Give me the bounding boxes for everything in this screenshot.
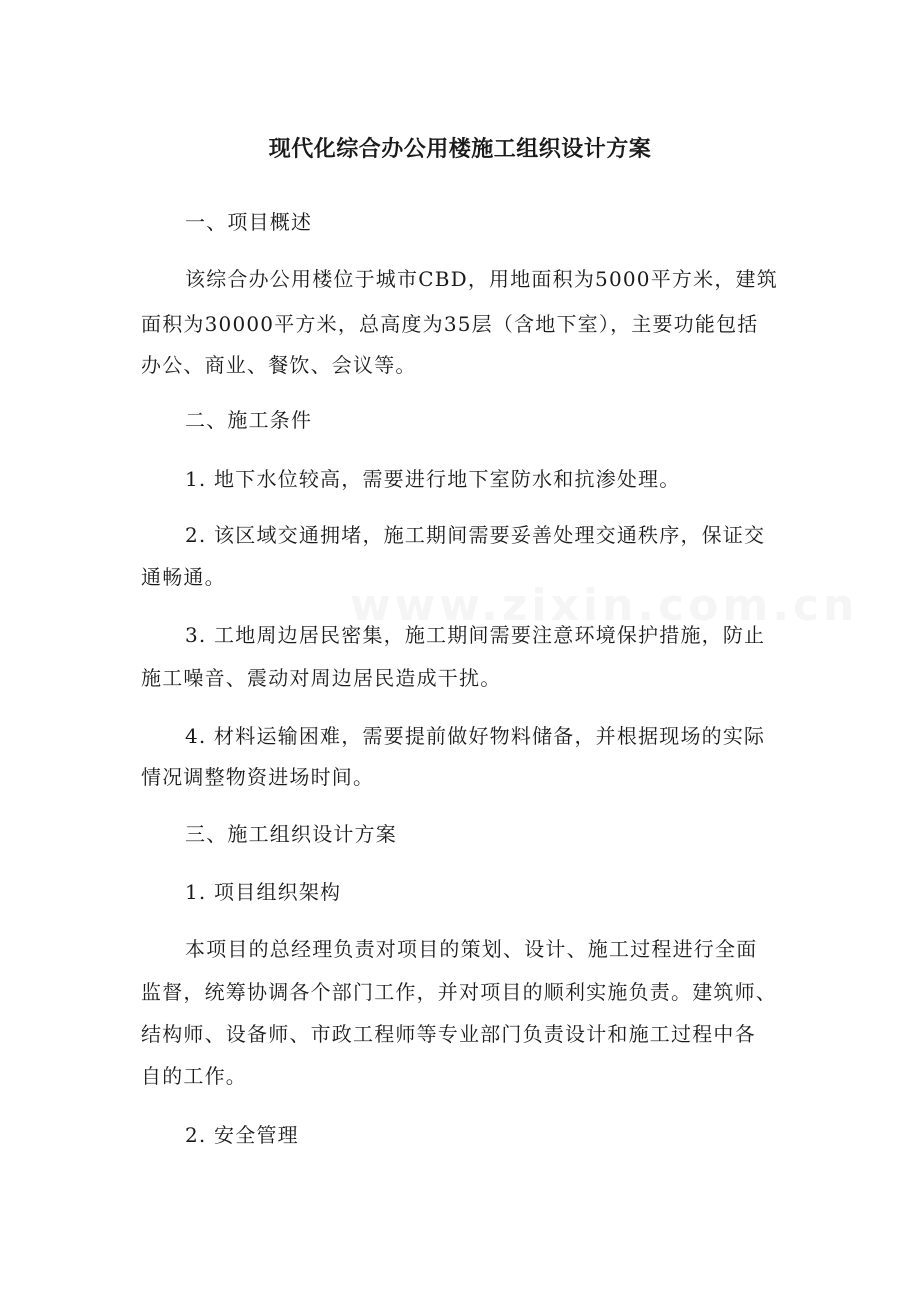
section-heading-overview: 一、项目概述: [185, 210, 313, 234]
paragraph-line: 面积为30000平方米，总高度为35层（含地下室），主要功能包括: [141, 312, 759, 336]
section-heading-conditions: 二、施工条件: [185, 408, 313, 432]
list-item-line: 3. 工地周边居民密集，施工期间需要注意环境保护措施，防止: [185, 623, 766, 647]
list-item-line: 施工噪音、震动对周边居民造成干扰。: [141, 666, 502, 690]
paragraph-line: 监督，统筹协调各个部门工作，并对项目的顺利实施负责。建筑师、: [141, 980, 777, 1004]
list-item-line: 情况调整物资进场时间。: [141, 765, 375, 789]
list-item-line: 2. 该区域交通拥堵，施工期间需要妥善处理交通秩序，保证交: [185, 523, 766, 547]
paragraph-line: 本项目的总经理负责对项目的策划、设计、施工过程进行全面: [185, 937, 758, 961]
document-title: 现代化综合办公用楼施工组织设计方案: [268, 137, 652, 162]
paragraph-line: 结构师、设备师、市政工程师等专业部门负责设计和施工过程中各: [141, 1022, 756, 1046]
list-item-line: 1. 地下水位较高，需要进行地下室防水和抗渗处理。: [185, 467, 681, 491]
section-heading-plan: 三、施工组织设计方案: [185, 822, 397, 846]
list-item-line: 通畅通。: [141, 565, 226, 589]
subsection-heading-organization: 1. 项目组织架构: [185, 880, 342, 904]
paragraph-line: 办公、商业、餐饮、会议等。: [141, 353, 417, 377]
subsection-heading-safety: 2. 安全管理: [185, 1123, 299, 1147]
watermark: www.zixin.com.cn: [350, 580, 859, 631]
paragraph-line: 自的工作。: [141, 1064, 247, 1088]
paragraph-line: 该综合办公用楼位于城市CBD，用地面积为5000平方米，建筑: [185, 267, 778, 291]
list-item-line: 4. 材料运输困难，需要提前做好物料储备，并根据现场的实际: [185, 724, 766, 748]
